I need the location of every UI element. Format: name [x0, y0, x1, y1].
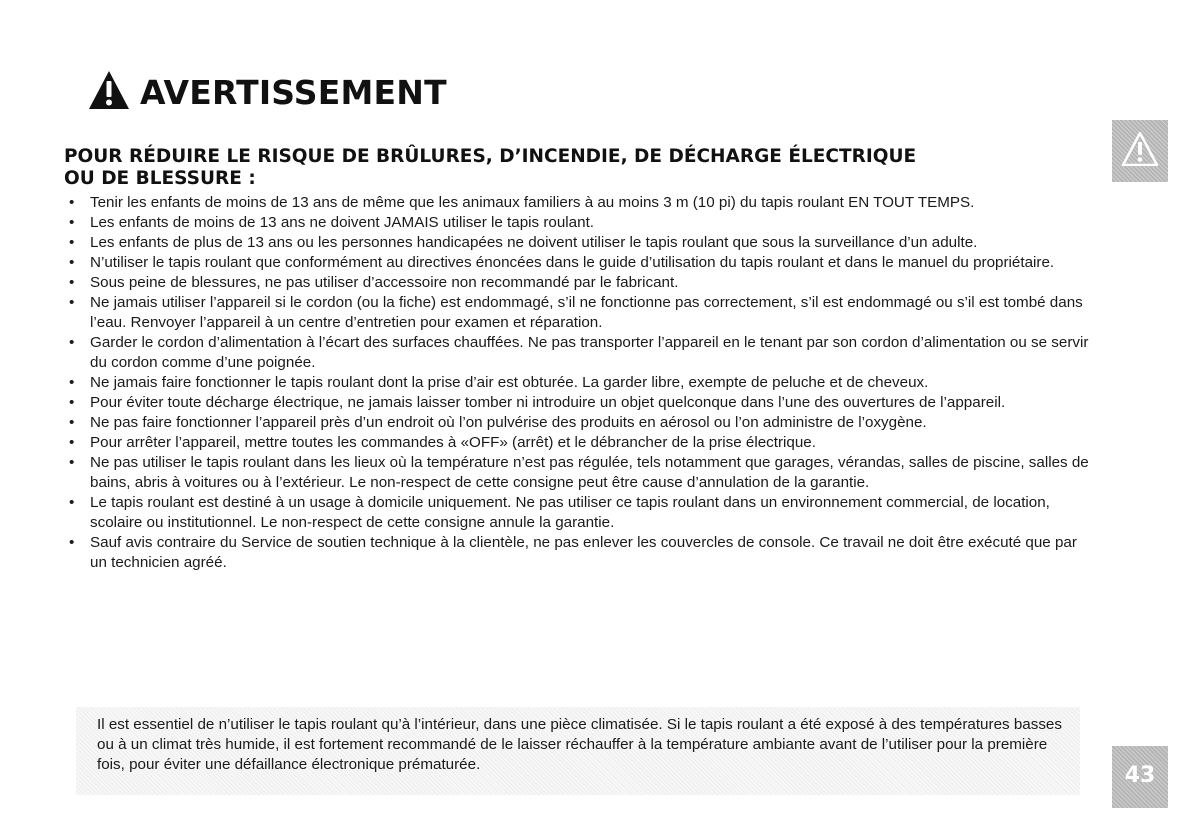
list-item: • N’utiliser le tapis roulant que conformément au directives énoncées dans le guide d’utilisation du tapis roulant et dans le manuel du propriétaire.	[64, 253, 1094, 273]
list-item: • Le tapis roulant est destiné à un usage à domicile uniquement. Ne pas utiliser ce tapis roulant dans un environnement commercial, de location, scolaire ou institutionnel. Le non-respect de cette consigne annule la garantie.	[64, 493, 1094, 533]
list-item: • Sous peine de blessures, ne pas utiliser d’accessoire non recommandé par le fabricant.	[64, 273, 1094, 293]
list-item: • Ne pas faire fonctionner l’appareil près d’un endroit où l’on pulvérise des produits en aérosol ou l’on administre de l’oxygène.	[64, 413, 1094, 433]
list-item: • Pour arrêter l’appareil, mettre toutes les commandes à «OFF» (arrêt) et le débrancher de la prise électrique.	[64, 433, 1094, 453]
page-number: 43	[1124, 763, 1156, 788]
list-item: • Tenir les enfants de moins de 13 ans de même que les animaux familiers à au moins 3 m (10 pi) du tapis roulant EN TOUT TEMPS.	[64, 193, 1094, 213]
section-heading-line-1: POUR RÉDUIRE LE RISQUE DE BRÛLURES, D’INCENDIE, DE DÉCHARGE ÉLECTRIQUE	[64, 146, 917, 167]
list-item: • Ne jamais utiliser l’appareil si le cordon (ou la fiche) est endommagé, s’il ne fonctionne pas correctement, s’il est endommagé ou s’il est tombé dans l’eau. Renvoyer l’appareil à un centre d’entretien pour examen et réparation.	[64, 293, 1094, 333]
list-item: • Les enfants de plus de 13 ans ou les personnes handicapées ne doivent utiliser le tapis roulant que sous la surveillance d’un adulte.	[64, 233, 1094, 253]
list-item: • Garder le cordon d’alimentation à l’écart des surfaces chauffées. Ne pas transporter l’appareil en le tenant par son cordon d’alimentation ou se servir du cordon comme d’une poignée.	[64, 333, 1094, 373]
list-item: • Les enfants de moins de 13 ans ne doivent JAMAIS utiliser le tapis roulant.	[64, 213, 1094, 233]
list-item: • Ne pas utiliser le tapis roulant dans les lieux où la température n’est pas régulée, tels notamment que garages, vérandas, salles de piscine, salles de bains, abris à voitures ou à l’extérieur. Le non-respect de cette consigne peut être cause d’annulation de la garantie.	[64, 453, 1094, 493]
page-number-tab	[1112, 746, 1168, 808]
warning-triangle-icon	[88, 70, 140, 115]
section-heading-line-2: OU DE BLESSURE :	[64, 168, 256, 189]
page-title: AVERTISSEMENT	[140, 73, 447, 112]
climate-note-box	[76, 707, 1080, 795]
warning-side-tab	[1112, 120, 1168, 182]
list-item: • Sauf avis contraire du Service de soutien technique à la clientèle, ne pas enlever les couvercles de console. Ce travail ne doit être exécuté que par un technicien agréé.	[64, 533, 1094, 573]
list-item: • Pour éviter toute décharge électrique, ne jamais laisser tomber ni introduire un objet quelconque dans l’une des ouvertures de l’appareil.	[64, 393, 1094, 413]
safety-instructions-list	[64, 193, 1094, 573]
warning-header	[88, 70, 447, 115]
section-heading	[64, 146, 1024, 190]
list-item: • Ne jamais faire fonctionner le tapis roulant dont la prise d’air est obturée. La garder libre, exempte de peluche et de cheveux.	[64, 373, 1094, 393]
climate-note-text: Il est essentiel de n’utiliser le tapis roulant qu’à l’intérieur, dans une pièce climatisée. Si le tapis roulant a été exposé à des températures basses ou à un climat très humide, il est fortement recommandé de le laisser réchauffer à la température ambiante avant de l’utiliser pour la première fois, pour éviter une défaillance électronique prématurée.	[97, 716, 1062, 773]
